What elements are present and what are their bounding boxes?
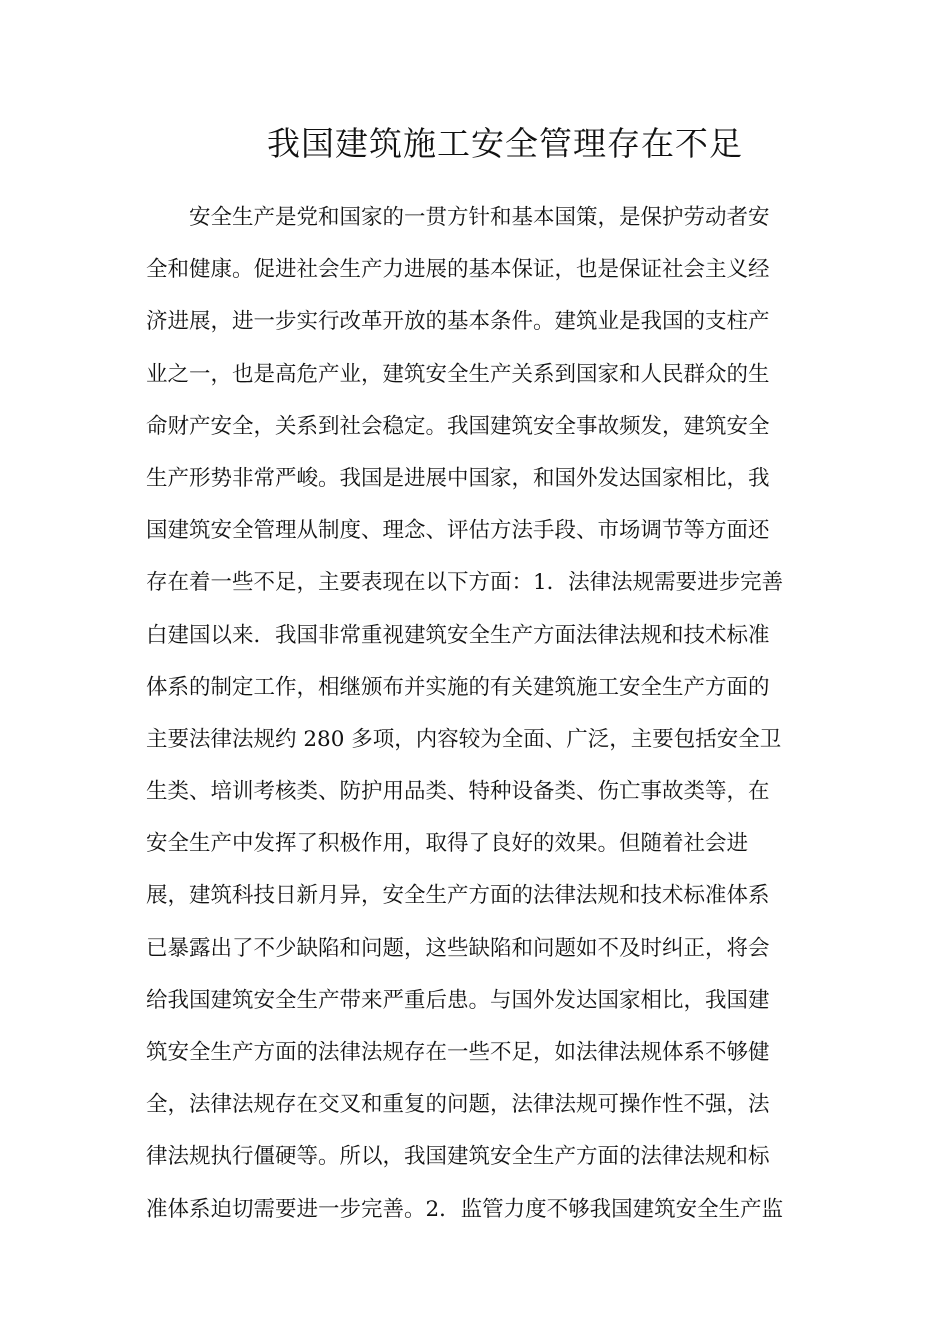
body-line: 安全生产是党和国家的一贯方针和基本国策，是保护劳动者安 xyxy=(189,205,770,230)
body-line: 展，建筑科技日新月异，安全生产方面的法律法规和技术标准体系 xyxy=(146,883,770,909)
body-line: 业之一，也是高危产业，建筑安全生产关系到国家和人民群众的生 xyxy=(146,361,770,387)
body-line: 律法规执行僵硬等。所以，我国建筑安全生产方面的法律法规和标 xyxy=(146,1144,770,1170)
body-line: 存在着一些不足，主要表现在以下方面：1．法律法规需要进步完善 xyxy=(146,570,784,596)
body-line: 全，法律法规存在交叉和重复的问题，法律法规可操作性不强，法 xyxy=(146,1092,770,1118)
document-title: 我国建筑施工安全管理存在不足 xyxy=(267,124,743,163)
body-line: 已暴露出了不少缺陷和问题，这些缺陷和问题如不及时纠正，将会 xyxy=(146,935,770,961)
body-line: 命财产安全，关系到社会稳定。我国建筑安全事故频发，建筑安全 xyxy=(146,413,770,439)
body-line: 全和健康。促进社会生产力进展的基本保证，也是保证社会主义经 xyxy=(146,257,770,283)
body-line: 准体系迫切需要进一步完善。2．监管力度不够我国建筑安全生产监 xyxy=(146,1196,784,1222)
body-line: 主要法律法规约 280 多项，内容较为全面、广泛，主要包括安全卫 xyxy=(146,726,782,752)
body-line: 生产形势非常严峻。我国是进展中国家，和国外发达国家相比，我 xyxy=(146,465,770,491)
body-line: 生类、培训考核类、防护用品类、特种设备类、伤亡事故类等，在 xyxy=(146,779,770,805)
document-body xyxy=(146,192,806,1236)
body-line: 安全生产中发挥了积极作用，取得了良好的效果。但随着社会进 xyxy=(146,831,749,857)
body-line: 体系的制定工作，相继颁布并实施的有关建筑施工安全生产方面的 xyxy=(146,674,770,700)
body-line: 济进展，进一步实行改革开放的基本条件。建筑业是我国的支柱产 xyxy=(146,309,770,335)
body-line: 国建筑安全管理从制度、理念、评估方法手段、市场调节等方面还 xyxy=(146,518,770,544)
body-line: 筑安全生产方面的法律法规存在一些不足，如法律法规体系不够健 xyxy=(146,1040,770,1065)
body-line: 白建国以来．我国非常重视建筑安全生产方面法律法规和技术标准 xyxy=(146,622,770,648)
body-line: 给我国建筑安全生产带来严重后患。与国外发达国家相比，我国建 xyxy=(146,987,770,1013)
